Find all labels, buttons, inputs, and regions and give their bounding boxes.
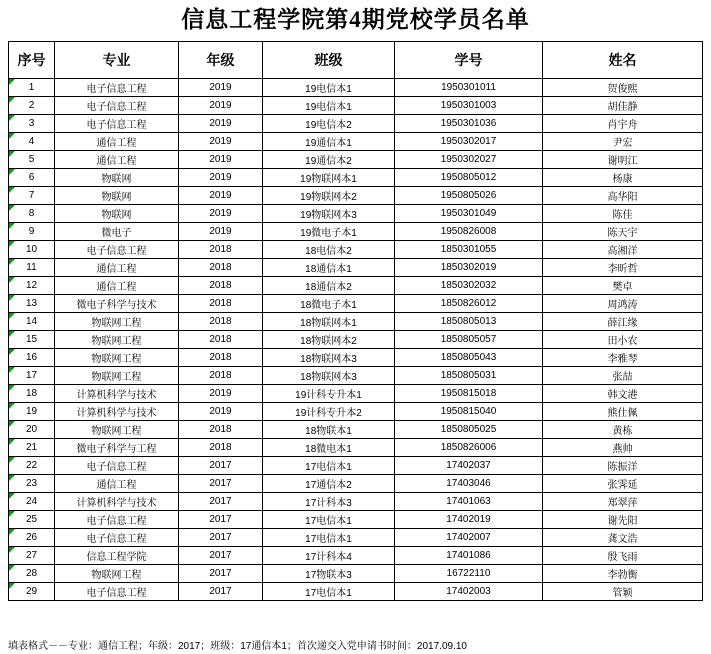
cell-index (9, 456, 55, 474)
cell-student-id: 1950301036 (395, 114, 543, 132)
comment-marker-icon (9, 241, 15, 247)
cell-student-id: 1850805043 (395, 348, 543, 366)
cell-grade: 2019 (179, 114, 263, 132)
table-row (9, 384, 703, 402)
table-row (9, 348, 703, 366)
cell-name: 胡佳静 (543, 96, 703, 114)
cell-name: 高华阳 (543, 186, 703, 204)
cell-index-label: 11 (26, 261, 37, 273)
cell-major: 电子信息工程 (55, 78, 179, 96)
cell-index (9, 150, 55, 168)
column-header-grade: 年级 (179, 41, 263, 78)
cell-class: 18物联本1 (263, 420, 395, 438)
table-row (9, 456, 703, 474)
cell-index-label: 8 (28, 207, 35, 219)
cell-grade: 2018 (179, 420, 263, 438)
cell-class: 19物联网本1 (263, 168, 395, 186)
cell-grade: 2019 (179, 96, 263, 114)
cell-index (9, 114, 55, 132)
cell-grade: 2019 (179, 204, 263, 222)
cell-index-label: 3 (28, 117, 35, 129)
comment-marker-icon (9, 529, 15, 535)
cell-class: 18通信本1 (263, 258, 395, 276)
cell-index (9, 564, 55, 582)
cell-student-id: 16722110 (395, 564, 543, 582)
cell-grade: 2017 (179, 528, 263, 546)
cell-student-id: 1950301049 (395, 204, 543, 222)
cell-grade: 2019 (179, 150, 263, 168)
cell-index-label: 15 (25, 333, 38, 345)
cell-major: 电子信息工程 (55, 528, 179, 546)
comment-marker-icon (9, 439, 15, 445)
cell-class: 19电信本1 (263, 78, 395, 96)
comment-marker-icon (9, 259, 15, 265)
cell-index (9, 492, 55, 510)
table-row (9, 474, 703, 492)
comment-marker-icon (9, 205, 15, 211)
cell-index (9, 348, 55, 366)
cell-major: 物联网工程 (55, 330, 179, 348)
cell-index-label: 1 (28, 81, 35, 93)
cell-name: 龚文浩 (543, 528, 703, 546)
cell-grade: 2019 (179, 168, 263, 186)
cell-class: 18物联网本3 (263, 348, 395, 366)
cell-student-id: 1850805057 (395, 330, 543, 348)
cell-class: 19计科专升本2 (263, 402, 395, 420)
comment-marker-icon (9, 511, 15, 517)
cell-major: 电子信息工程 (55, 240, 179, 258)
cell-grade: 2018 (179, 240, 263, 258)
column-header-major: 专业 (55, 41, 179, 78)
table-row (9, 204, 703, 222)
cell-student-id: 17402019 (395, 510, 543, 528)
cell-major: 通信工程 (55, 474, 179, 492)
table-row (9, 528, 703, 546)
cell-class: 19微电子本1 (263, 222, 395, 240)
cell-index (9, 258, 55, 276)
cell-index-label: 6 (28, 171, 35, 183)
comment-marker-icon (9, 457, 15, 463)
cell-class: 17电信本1 (263, 510, 395, 528)
cell-index (9, 582, 55, 600)
cell-major: 微电子科学与工程 (55, 438, 179, 456)
comment-marker-icon (9, 313, 15, 319)
comment-marker-icon (9, 493, 15, 499)
cell-name: 郑翠萍 (543, 492, 703, 510)
cell-name: 李昕哲 (543, 258, 703, 276)
cell-student-id: 1950302017 (395, 132, 543, 150)
cell-grade: 2018 (179, 366, 263, 384)
cell-major: 物联网工程 (55, 366, 179, 384)
cell-class: 19电信本2 (263, 114, 395, 132)
cell-index-label: 20 (25, 423, 38, 435)
cell-student-id: 17402007 (395, 528, 543, 546)
cell-name: 谢明江 (543, 150, 703, 168)
cell-grade: 2017 (179, 582, 263, 600)
table-row (9, 366, 703, 384)
cell-grade: 2018 (179, 258, 263, 276)
cell-student-id: 1850826012 (395, 294, 543, 312)
cell-name: 管颖 (543, 582, 703, 600)
cell-student-id: 1950805012 (395, 168, 543, 186)
cell-name: 张喆 (543, 366, 703, 384)
cell-index-label: 27 (25, 549, 38, 561)
cell-major: 信息工程学院 (55, 546, 179, 564)
comment-marker-icon (9, 133, 15, 139)
table-row (9, 132, 703, 150)
cell-grade: 2017 (179, 474, 263, 492)
cell-index (9, 312, 55, 330)
cell-grade: 2019 (179, 132, 263, 150)
table-row (9, 222, 703, 240)
cell-major: 通信工程 (55, 258, 179, 276)
table-row (9, 330, 703, 348)
cell-major: 物联网工程 (55, 312, 179, 330)
cell-student-id: 17403046 (395, 474, 543, 492)
cell-name: 张霁延 (543, 474, 703, 492)
cell-index-label: 24 (25, 495, 38, 507)
cell-name: 殷飞雨 (543, 546, 703, 564)
cell-index (9, 204, 55, 222)
cell-major: 微电子科学与技术 (55, 294, 179, 312)
cell-index (9, 510, 55, 528)
cell-major: 计算机科学与技术 (55, 402, 179, 420)
cell-index (9, 276, 55, 294)
table-row (9, 510, 703, 528)
column-header-student-id: 学号 (395, 41, 543, 78)
table-row (9, 258, 703, 276)
cell-index (9, 96, 55, 114)
cell-name: 田小农 (543, 330, 703, 348)
cell-index (9, 402, 55, 420)
cell-class: 19通信本1 (263, 132, 395, 150)
cell-grade: 2018 (179, 276, 263, 294)
cell-index (9, 528, 55, 546)
table-row (9, 240, 703, 258)
comment-marker-icon (9, 115, 15, 121)
cell-class: 17电信本1 (263, 582, 395, 600)
cell-major: 物联网工程 (55, 348, 179, 366)
cell-grade: 2019 (179, 186, 263, 204)
cell-name: 贺俊熙 (543, 78, 703, 96)
cell-name: 韩文港 (543, 384, 703, 402)
table-row (9, 420, 703, 438)
cell-class: 17物联本3 (263, 564, 395, 582)
cell-class: 19计科专升本1 (263, 384, 395, 402)
cell-major: 物联网 (55, 204, 179, 222)
comment-marker-icon (9, 403, 15, 409)
cell-student-id: 17402037 (395, 456, 543, 474)
cell-student-id: 1950805026 (395, 186, 543, 204)
cell-major: 电子信息工程 (55, 96, 179, 114)
table-row (9, 150, 703, 168)
page-title: 信息工程学院第4期党校学员名单 (181, 7, 530, 32)
comment-marker-icon (9, 583, 15, 589)
cell-class: 19电信本1 (263, 96, 395, 114)
cell-index (9, 438, 55, 456)
cell-major: 通信工程 (55, 132, 179, 150)
cell-grade: 2017 (179, 510, 263, 528)
comment-marker-icon (9, 79, 15, 85)
cell-student-id: 1950826008 (395, 222, 543, 240)
cell-student-id: 1850805025 (395, 420, 543, 438)
cell-student-id: 1850302019 (395, 258, 543, 276)
cell-student-id: 1850826006 (395, 438, 543, 456)
table-row (9, 114, 703, 132)
cell-index (9, 78, 55, 96)
table-row (9, 546, 703, 564)
cell-name: 樊卓 (543, 276, 703, 294)
cell-class: 18物联网本1 (263, 312, 395, 330)
cell-major: 通信工程 (55, 276, 179, 294)
cell-grade: 2017 (179, 546, 263, 564)
cell-index-label: 23 (25, 477, 38, 489)
column-header-name: 姓名 (543, 41, 703, 78)
comment-marker-icon (9, 331, 15, 337)
table-body (9, 78, 703, 600)
cell-index-label: 13 (25, 297, 38, 309)
cell-index-label: 19 (25, 405, 38, 417)
table-row (9, 438, 703, 456)
table-row (9, 492, 703, 510)
cell-grade: 2017 (179, 456, 263, 474)
comment-marker-icon (9, 475, 15, 481)
cell-name: 尹宏 (543, 132, 703, 150)
cell-student-id: 1850301055 (395, 240, 543, 258)
cell-student-id: 1950302027 (395, 150, 543, 168)
cell-grade: 2019 (179, 222, 263, 240)
comment-marker-icon (9, 277, 15, 283)
cell-major: 物联网工程 (55, 420, 179, 438)
comment-marker-icon (9, 169, 15, 175)
cell-index-label: 25 (25, 513, 38, 525)
cell-index-label: 9 (28, 225, 35, 237)
cell-name: 黄栋 (543, 420, 703, 438)
cell-index-label: 5 (28, 153, 35, 165)
cell-major: 电子信息工程 (55, 456, 179, 474)
cell-name: 熊仕佩 (543, 402, 703, 420)
table-header-row (9, 41, 703, 78)
cell-index (9, 186, 55, 204)
cell-name: 李勃衡 (543, 564, 703, 582)
cell-index (9, 168, 55, 186)
comment-marker-icon (9, 349, 15, 355)
roster-table (8, 41, 703, 601)
cell-grade: 2019 (179, 402, 263, 420)
footnote: 填表格式－－专业：通信工程；年级：2017；班级：17通信本1；首次递交入党申请书时间：2017.09.10 (8, 641, 467, 652)
table-row (9, 96, 703, 114)
cell-index (9, 474, 55, 492)
cell-index (9, 330, 55, 348)
cell-major: 物联网 (55, 168, 179, 186)
cell-major: 电子信息工程 (55, 114, 179, 132)
cell-grade: 2018 (179, 330, 263, 348)
cell-grade: 2018 (179, 294, 263, 312)
cell-name: 燕帅 (543, 438, 703, 456)
cell-index-label: 28 (25, 567, 38, 579)
cell-student-id: 17401086 (395, 546, 543, 564)
table-row (9, 312, 703, 330)
cell-student-id: 17402003 (395, 582, 543, 600)
cell-major: 物联网 (55, 186, 179, 204)
cell-student-id: 1950815040 (395, 402, 543, 420)
cell-index (9, 366, 55, 384)
cell-student-id: 17401063 (395, 492, 543, 510)
cell-grade: 2018 (179, 312, 263, 330)
comment-marker-icon (9, 547, 15, 553)
cell-index-label: 26 (25, 531, 38, 543)
cell-index (9, 546, 55, 564)
cell-grade: 2017 (179, 492, 263, 510)
cell-class: 17电信本1 (263, 528, 395, 546)
cell-index-label: 14 (25, 315, 38, 327)
cell-grade: 2019 (179, 78, 263, 96)
comment-marker-icon (9, 223, 15, 229)
cell-index (9, 240, 55, 258)
cell-student-id: 1950301011 (395, 78, 543, 96)
comment-marker-icon (9, 97, 15, 103)
cell-name: 杨康 (543, 168, 703, 186)
table-row (9, 402, 703, 420)
cell-grade: 2018 (179, 348, 263, 366)
cell-index-label: 12 (25, 279, 38, 291)
cell-class: 19物联网本2 (263, 186, 395, 204)
cell-index (9, 420, 55, 438)
comment-marker-icon (9, 421, 15, 427)
cell-index (9, 294, 55, 312)
table-row (9, 276, 703, 294)
cell-major: 物联网工程 (55, 564, 179, 582)
cell-major: 计算机科学与技术 (55, 384, 179, 402)
cell-name: 谢先阳 (543, 510, 703, 528)
cell-major: 计算机科学与技术 (55, 492, 179, 510)
cell-index (9, 132, 55, 150)
table-row (9, 78, 703, 96)
comment-marker-icon (9, 367, 15, 373)
cell-index-label: 18 (25, 387, 38, 399)
cell-major: 电子信息工程 (55, 582, 179, 600)
table-row (9, 186, 703, 204)
cell-class: 18通信本2 (263, 276, 395, 294)
cell-index-label: 22 (25, 459, 38, 471)
table-row (9, 564, 703, 582)
cell-class: 18电信本2 (263, 240, 395, 258)
cell-class: 17计科本3 (263, 492, 395, 510)
cell-class: 17计科本4 (263, 546, 395, 564)
comment-marker-icon (9, 385, 15, 391)
cell-student-id: 1950301003 (395, 96, 543, 114)
cell-index-label: 4 (28, 135, 35, 147)
cell-class: 18物联网本3 (263, 366, 395, 384)
table-row (9, 168, 703, 186)
cell-class: 18物联网本2 (263, 330, 395, 348)
cell-student-id: 1850805013 (395, 312, 543, 330)
cell-class: 17通信本2 (263, 474, 395, 492)
cell-index-label: 2 (28, 99, 35, 111)
table-header (9, 41, 703, 78)
table-row (9, 582, 703, 600)
cell-name: 李雅琴 (543, 348, 703, 366)
column-header-class: 班级 (263, 41, 395, 78)
cell-class: 19物联网本3 (263, 204, 395, 222)
cell-grade: 2019 (179, 384, 263, 402)
cell-name: 高湘洋 (543, 240, 703, 258)
cell-class: 19通信本2 (263, 150, 395, 168)
comment-marker-icon (9, 151, 15, 157)
cell-index-label: 29 (25, 585, 38, 597)
cell-index-label: 21 (25, 441, 38, 453)
cell-name: 周鸿涛 (543, 294, 703, 312)
cell-student-id: 1950815018 (395, 384, 543, 402)
column-header-index: 序号 (9, 41, 55, 78)
cell-index (9, 384, 55, 402)
cell-name: 陈佳 (543, 204, 703, 222)
cell-index-label: 16 (25, 351, 38, 363)
cell-name: 陈天宇 (543, 222, 703, 240)
cell-name: 陈振洋 (543, 456, 703, 474)
cell-major: 微电子 (55, 222, 179, 240)
table-row (9, 294, 703, 312)
cell-major: 通信工程 (55, 150, 179, 168)
cell-name: 肖宇舟 (543, 114, 703, 132)
cell-student-id: 1850805031 (395, 366, 543, 384)
cell-class: 18微电本1 (263, 438, 395, 456)
cell-index (9, 222, 55, 240)
cell-grade: 2017 (179, 564, 263, 582)
cell-major: 电子信息工程 (55, 510, 179, 528)
cell-name: 薛江缘 (543, 312, 703, 330)
cell-index-label: 7 (28, 189, 35, 201)
comment-marker-icon (9, 295, 15, 301)
cell-student-id: 1850302032 (395, 276, 543, 294)
cell-index-label: 17 (25, 369, 38, 381)
cell-class: 18微电子本1 (263, 294, 395, 312)
comment-marker-icon (9, 187, 15, 193)
cell-class: 17电信本1 (263, 456, 395, 474)
cell-index-label: 10 (25, 243, 38, 255)
comment-marker-icon (9, 565, 15, 571)
cell-grade: 2018 (179, 438, 263, 456)
